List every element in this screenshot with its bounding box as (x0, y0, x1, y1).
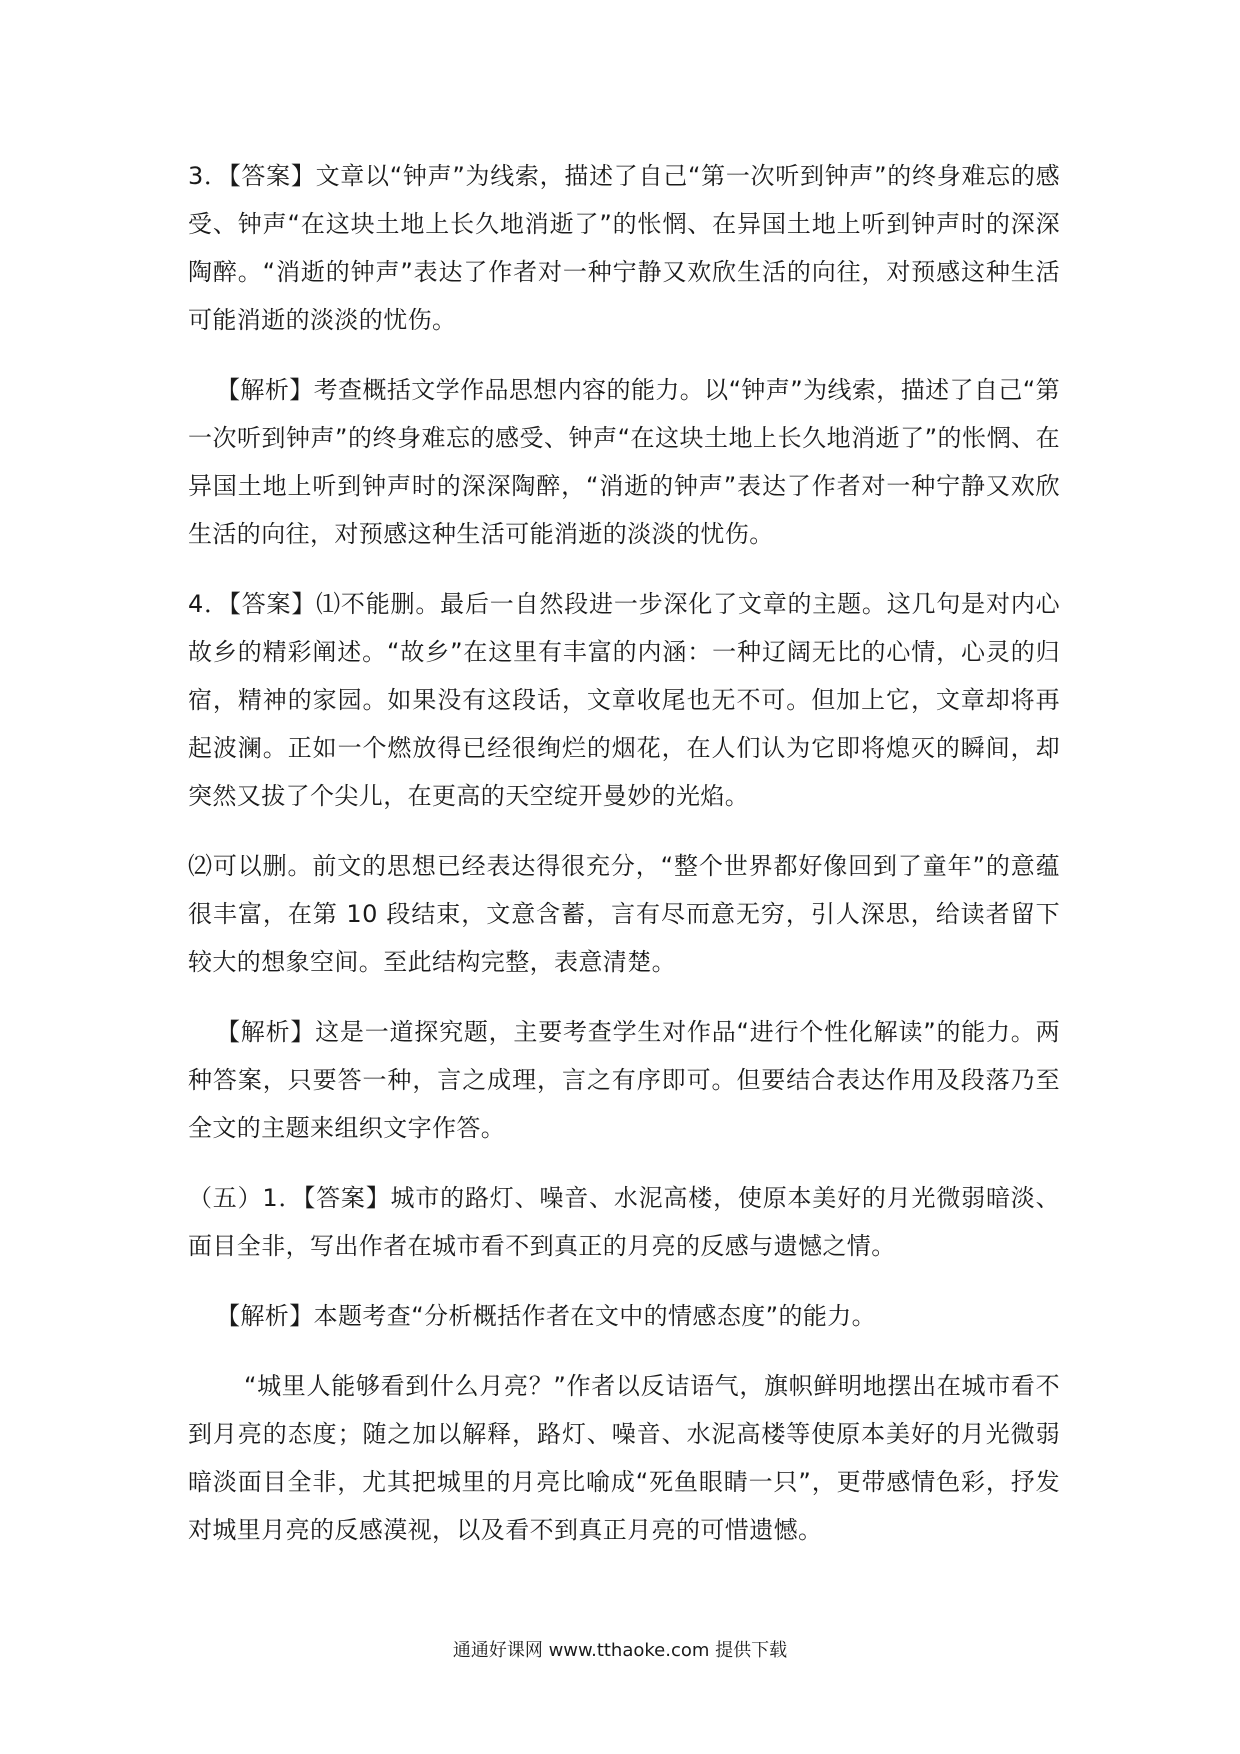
analysis-3: 【解析】考查概括文学作品思想内容的能力。以“钟声”为线索，描述了自己“第一次听到钟声”的终身难忘的感受、钟声“在这块土地上长久地消逝了”的怅惘、在异国土地上听到钟声时的深深陶醉，“消逝的钟声”表达了作者对一种宁静又欢欣生活的向往，对预感这种生活可能消逝的淡淡的忧伤。 (188, 376, 1060, 548)
document-body (188, 152, 1060, 1576)
section-5-analysis-detail: “城里人能够看到什么月亮？”作者以反诘语气，旗帜鲜明地摆出在城市看不到月亮的态度；随之加以解释，路灯、噪音、水泥高楼等使原本美好的月光微弱暗淡面目全非，尤其把城里的月亮比喻成“死鱼眼睛一只”，更带感情色彩，抒发对城里月亮的反感漠视，以及看不到真正月亮的可惜遗憾。 (188, 1372, 1060, 1544)
answer-3: 3．【答案】文章以“钟声”为线索，描述了自己“第一次听到钟声”的终身难忘的感受、钟声“在这块土地上长久地消逝了”的怅惘、在异国土地上听到钟声时的深深陶醉。“消逝的钟声”表达了作者对一种宁静又欢欣生活的向往，对预感这种生活可能消逝的淡淡的忧伤。 (188, 162, 1060, 334)
page-footer: 通通好课网 www.tthaoke.com 提供下载 (452, 1640, 788, 1661)
answer-4-part-2: ⑵可以删。前文的思想已经表达得很充分，“整个世界都好像回到了童年”的意蕴很丰富，在第 10 段结束，文意含蓄，言有尽而意无穷，引人深思，给读者留下较大的想象空间。至此结构完整，表意清楚。 (188, 852, 1060, 976)
analysis-4: 【解析】这是一道探究题，主要考查学生对作品“进行个性化解读”的能力。两种答案，只要答一种，言之成理，言之有序即可。但要结合表达作用及段落乃至全文的主题来组织文字作答。 (188, 1018, 1060, 1142)
section-5-answer-1: （五）1．【答案】城市的路灯、噪音、水泥高楼，使原本美好的月光微弱暗淡、面目全非，写出作者在城市看不到真正的月亮的反感与遗憾之情。 (188, 1184, 1060, 1260)
section-5-analysis-1: 【解析】本题考查“分析概括作者在文中的情感态度”的能力。 (216, 1302, 877, 1330)
answer-4-part-1: 4．【答案】⑴不能删。最后一自然段进一步深化了文章的主题。这几句是对内心故乡的精彩阐述。“故乡”在这里有丰富的内涵：一种辽阔无比的心情，心灵的归宿，精神的家园。如果没有这段话，文章收尾也无不可。但加上它，文章却将再起波澜。正如一个燃放得已经很绚烂的烟花，在人们认为它即将熄灭的瞬间，却突然又拔了个尖儿，在更高的天空绽开曼妙的光焰。 (188, 590, 1060, 810)
